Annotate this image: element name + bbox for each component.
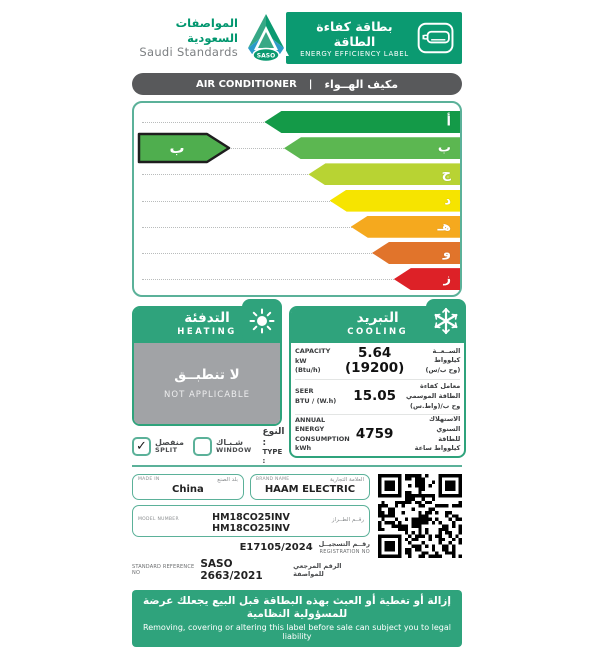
- capacity-value: 5.64 (19200): [345, 346, 404, 377]
- legal-warning-english: Removing, covering or altering this label before sale can subject you to legal liability: [136, 623, 458, 641]
- type-label: [263, 427, 285, 465]
- type-label-english: TYPE :: [263, 448, 285, 465]
- section-divider: [132, 465, 462, 467]
- split-checkbox[interactable]: ✓: [132, 437, 151, 456]
- cooling-title-english: COOLING: [291, 327, 464, 337]
- seer-value: 15.05: [345, 389, 404, 405]
- grade-letter: ب: [438, 141, 451, 156]
- brand-label-english: BRAND NAME: [256, 477, 290, 482]
- cooling-title-arabic: التبريد: [291, 311, 464, 327]
- model-label-english: MODEL NUMBER: [138, 517, 179, 522]
- grade-row-5: [134, 214, 460, 240]
- annual-energy-value: 4759: [345, 427, 404, 443]
- heating-title-arabic: التدفئة: [134, 311, 280, 327]
- org-name-arabic: المواصفات السعودية: [132, 16, 238, 45]
- efficiency-grade-panel: [132, 101, 462, 297]
- grade-row-6: [134, 240, 460, 266]
- not-applicable-english: NOT APPLICABLE: [164, 390, 250, 400]
- heating-cooling-sections: [132, 306, 462, 458]
- window-checkbox[interactable]: [193, 437, 212, 456]
- grade-row-4: [134, 188, 460, 214]
- type-option-split: ✓ منفصل SPLIT: [132, 437, 184, 456]
- seer-label-arabic: معامل كفاءة الطاقة الموسمي وح ب/(واط.س): [404, 382, 460, 411]
- grade-row-2: [134, 135, 460, 161]
- product-name-english: AIR CONDITIONER: [196, 79, 297, 90]
- svg-text:ب: ب: [169, 139, 184, 157]
- label-title-english: ENERGY EFFICIENCY LABEL: [300, 50, 409, 58]
- made-in-label-english: MADE IN: [138, 477, 160, 482]
- snowflake-icon: [426, 299, 466, 343]
- grade-arrow: [330, 190, 460, 212]
- type-label-arabic: النوع :: [263, 427, 285, 449]
- grade-arrow: [351, 216, 460, 238]
- heating-not-applicable: [134, 343, 280, 424]
- grade-arrow: [284, 137, 460, 159]
- seer-label-english: SEER BTU / (W.h): [295, 387, 345, 406]
- not-applicable-arabic: لا تنطبــق: [174, 367, 239, 383]
- product-info-section: [132, 474, 462, 582]
- grade-letter: ج: [442, 167, 451, 182]
- product-title-bar: [132, 73, 462, 95]
- grade-row-3: [134, 161, 460, 187]
- registration-label-english: REGISTRATION NO: [319, 549, 370, 555]
- grade-letter: ز: [444, 272, 451, 287]
- grade-arrow: [264, 111, 460, 133]
- saso-logo-icon: [240, 12, 292, 64]
- model-value: HM18CO25INV HM18CO25INV: [138, 512, 364, 535]
- registration-row: [132, 541, 370, 555]
- brand-label-arabic: العلامة التجارية: [330, 477, 364, 483]
- qr-code: [378, 474, 462, 558]
- annual-energy-label-arabic: الاستهلاك السنوي للطاقة كيلوواط ساعة: [404, 415, 460, 454]
- registration-value: E17105/2024: [240, 542, 313, 553]
- type-option-window: شـبـاك WINDOW: [193, 437, 252, 456]
- registration-label-arabic: رقــم التسجيــل: [319, 541, 370, 549]
- svg-text:SASO: SASO: [257, 53, 275, 60]
- capacity-row: [295, 344, 460, 380]
- heating-title-english: HEATING: [134, 327, 280, 337]
- label-title-arabic: بطاقة كفاءة الطاقة: [300, 19, 409, 49]
- header-green-banner: [286, 12, 462, 64]
- product-bar-separator: |: [309, 79, 313, 90]
- seer-row: [295, 380, 460, 416]
- legal-warning-bar: [132, 590, 462, 647]
- standard-value: SASO 2663/2021: [200, 558, 293, 582]
- model-label-arabic: رقــم الطــراز: [332, 517, 364, 523]
- product-name-arabic: مكيف الهــواء: [324, 78, 398, 91]
- unit-type-row: [132, 434, 282, 458]
- cooling-box: [289, 306, 466, 458]
- selected-grade-indicator: [137, 132, 231, 164]
- grade-letter: أ: [447, 115, 451, 130]
- capacity-label-english: CAPACITY kW (Btu/h): [295, 347, 345, 375]
- grade-arrow: [394, 268, 460, 290]
- header: [132, 12, 462, 64]
- saudi-standards-wordmark: [132, 16, 238, 59]
- made-in-box: [132, 474, 244, 500]
- label-title: [300, 19, 409, 58]
- heating-box: [132, 306, 282, 426]
- cooling-data-table: [291, 343, 464, 456]
- air-conditioner-plug-icon: [416, 19, 455, 57]
- made-in-value: China: [138, 484, 238, 495]
- annual-energy-row: [295, 415, 460, 454]
- legal-warning-arabic: إزالة أو تغطية أو العبث بهذه البطاقة قبل البيع يجعلك عرضة للمسؤولية النظامية: [136, 595, 458, 622]
- sun-icon: [242, 299, 282, 343]
- grade-letter: و: [443, 245, 451, 260]
- brand-name-box: [250, 474, 370, 500]
- capacity-label-arabic: الســعــة كيلوواط (وح ب/س): [404, 347, 460, 376]
- grade-arrow: [372, 242, 460, 264]
- energy-efficiency-label: [132, 12, 462, 647]
- grade-letter: د: [444, 193, 451, 208]
- standard-label-english: STANDARD REFERENCE NO: [132, 564, 200, 576]
- standard-reference-row: [132, 558, 370, 582]
- made-in-label-arabic: بلد الصنع: [217, 477, 238, 483]
- grade-letter: هـ: [438, 219, 451, 234]
- grade-arrow: [308, 163, 460, 185]
- brand-value: HAAM ELECTRIC: [256, 484, 364, 495]
- model-number-box: [132, 505, 370, 537]
- org-name-english: Saudi Standards: [132, 45, 238, 59]
- grade-row-7: [134, 266, 460, 292]
- annual-energy-label-english: ANNUAL ENERGY CONSUMPTION kWh: [295, 416, 345, 454]
- standard-label-arabic: الرقم المرجعي للمواصفة: [293, 562, 370, 578]
